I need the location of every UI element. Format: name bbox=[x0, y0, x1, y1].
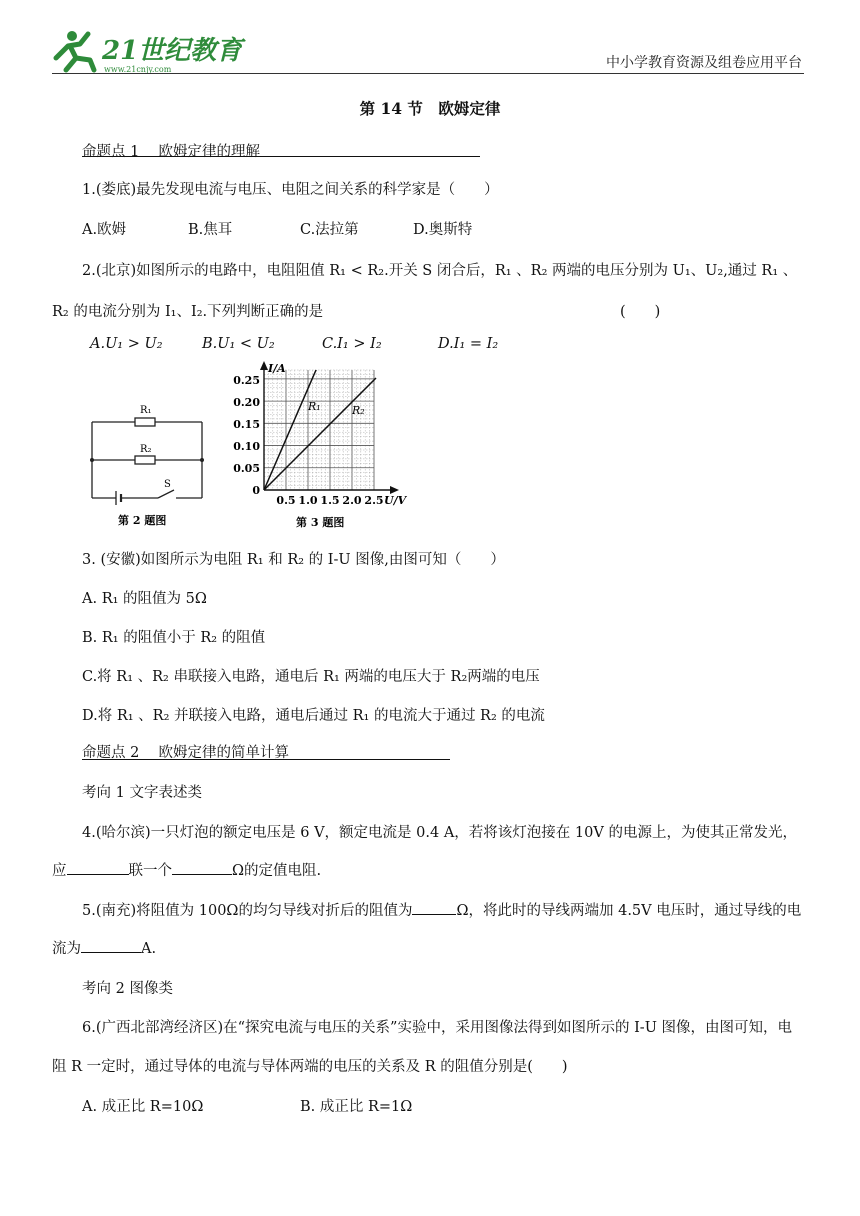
page-title: 第 14 节 欧姆定律 bbox=[359, 99, 501, 118]
y-axis-arrow-icon bbox=[260, 361, 268, 370]
q5-text-c: 流为 bbox=[52, 941, 81, 957]
figure-2-caption: 第 2 题图 bbox=[118, 514, 167, 527]
q2-answer-paren: ( ) bbox=[620, 304, 661, 320]
q6-option-a: A. 成正比 R=10Ω bbox=[82, 1099, 204, 1115]
logo-url: www.21cnjy.com bbox=[104, 65, 172, 74]
q5-line-2 bbox=[52, 937, 156, 958]
platform-name: 中小学教育资源及组卷应用平台 bbox=[606, 55, 802, 71]
x-axis-label: U/V bbox=[384, 494, 407, 507]
q2-option-c: C.I₁ > I₂ bbox=[322, 336, 382, 352]
y-tick-label: 0 bbox=[252, 484, 260, 497]
q4-line-2 bbox=[52, 859, 321, 880]
q4-blank-2[interactable] bbox=[172, 860, 232, 875]
graph-grid bbox=[264, 370, 374, 490]
q5-text-d: A. bbox=[141, 941, 157, 957]
q2-option-b: B.U₁ < U₂ bbox=[202, 336, 275, 352]
q1-option-a: A.欧姆 bbox=[82, 222, 127, 238]
x-tick-label: 1.5 bbox=[320, 494, 340, 507]
q1-option-b: B.焦耳 bbox=[188, 222, 233, 238]
graph-label-r1: R₁ bbox=[308, 400, 321, 413]
q5-text-b: Ω，将此时的导线两端加 4.5V 电压时，通过导线的电 bbox=[456, 903, 802, 919]
q2-line-2: R₂ 的电流分别为 I₁、I₂.下列判断正确的是 bbox=[52, 304, 324, 320]
x-tick-label: 2.5 bbox=[364, 494, 384, 507]
resistor-r1 bbox=[135, 418, 155, 426]
q5-blank-1[interactable] bbox=[412, 900, 456, 915]
q6-line-1: 6.(广西北部湾经济区)在“探究电流与电压的关系”实验中，采用图像法得到如图所示的 I-U 图像，由图可知，电 bbox=[82, 1020, 793, 1036]
q4-blank-1[interactable] bbox=[67, 860, 129, 875]
q5-blank-2[interactable] bbox=[81, 938, 141, 953]
topic-2-heading: 命题点 2 欧姆定律的简单计算 bbox=[82, 745, 289, 761]
q3-option-a: A. R₁ 的阻值为 5Ω bbox=[82, 591, 207, 607]
q6-option-b: B. 成正比 R=1Ω bbox=[300, 1099, 413, 1115]
direction-2-heading: 考向 2 图像类 bbox=[82, 981, 173, 997]
topic-2-rule bbox=[82, 759, 450, 760]
y-tick-label: 0.05 bbox=[233, 462, 260, 475]
direction-1-heading: 考向 1 文字表述类 bbox=[82, 785, 202, 801]
q2-option-d: D.I₁ = I₂ bbox=[438, 336, 499, 352]
x-tick-label: 0.5 bbox=[276, 494, 296, 507]
q3-option-d: D.将 R₁ 、R₂ 并联接入电路，通电后通过 R₁ 的电流大于通过 R₂ 的电流 bbox=[82, 708, 545, 724]
logo-text: 21世纪教育 bbox=[102, 36, 243, 66]
runner-icon bbox=[56, 31, 94, 70]
label-r1: R₁ bbox=[140, 405, 152, 416]
label-r2: R₂ bbox=[140, 444, 152, 455]
site-logo bbox=[50, 28, 243, 76]
q3-option-c: C.将 R₁ 、R₂ 串联接入电路，通电后 R₁ 两端的电压大于 R₂两端的电压 bbox=[82, 669, 540, 685]
q3-stem: 3. (安徽)如图所示为电阻 R₁ 和 R₂ 的 I-U 图像,由图可知（ ） bbox=[82, 552, 505, 568]
q1-stem: 1.(娄底)最先发现电流与电压、电阻之间关系的科学家是（ ） bbox=[82, 182, 499, 198]
q6-line-2: 阻 R 一定时，通过导体的电流与导体两端的电压的关系及 R 的阻值分别是( ) bbox=[52, 1059, 568, 1075]
header-rule bbox=[52, 73, 804, 74]
q1-option-c: C.法拉第 bbox=[300, 222, 359, 238]
q4-line-1: 4.(哈尔滨)一只灯泡的额定电压是 6 V，额定电流是 0.4 A，若将该灯泡接在 10V 的电源上，为使其正常发光， bbox=[82, 825, 797, 841]
q5-line-1 bbox=[82, 899, 801, 920]
q2-option-a: A.U₁ > U₂ bbox=[90, 336, 163, 352]
figure-3-caption: 第 3 题图 bbox=[296, 516, 345, 529]
x-axis-arrow-icon bbox=[390, 486, 399, 494]
q4-text-a: 应 bbox=[52, 863, 67, 879]
graph-label-r2: R₂ bbox=[352, 404, 365, 417]
y-tick-label: 0.20 bbox=[233, 396, 260, 409]
y-tick-label: 0.10 bbox=[233, 440, 260, 453]
resistor-r2 bbox=[135, 456, 155, 464]
x-tick-label: 2.0 bbox=[342, 494, 362, 507]
q4-text-b: 联一个 bbox=[128, 863, 172, 879]
q2-line-1: 2.(北京)如图所示的电路中，电阻阻值 R₁ < R₂.开关 S 闭合后，R₁ 、R₂ 两端的电压分别为 U₁、U₂,通过 R₁ 、 bbox=[82, 263, 798, 279]
line-r2 bbox=[264, 378, 376, 490]
topic-1-heading: 命题点 1 欧姆定律的理解 bbox=[82, 144, 260, 160]
q4-text-c: Ω的定值电阻. bbox=[232, 863, 322, 879]
x-tick-label: 1.0 bbox=[298, 494, 318, 507]
y-axis-label: I/A bbox=[268, 362, 286, 375]
q3-option-b: B. R₁ 的阻值小于 R₂ 的阻值 bbox=[82, 630, 266, 646]
y-tick-label: 0.15 bbox=[233, 418, 260, 431]
topic-1-rule bbox=[82, 156, 480, 157]
figure-2-circuit bbox=[84, 394, 214, 530]
figure-3-iu-graph bbox=[224, 358, 424, 534]
q5-text-a: 5.(南充)将阻值为 100Ω的均匀导线对折后的阻值为 bbox=[82, 903, 413, 919]
q1-option-d: D.奥斯特 bbox=[413, 222, 473, 238]
switch-icon bbox=[158, 490, 174, 498]
label-s: S bbox=[164, 479, 171, 490]
y-tick-label: 0.25 bbox=[233, 374, 260, 387]
